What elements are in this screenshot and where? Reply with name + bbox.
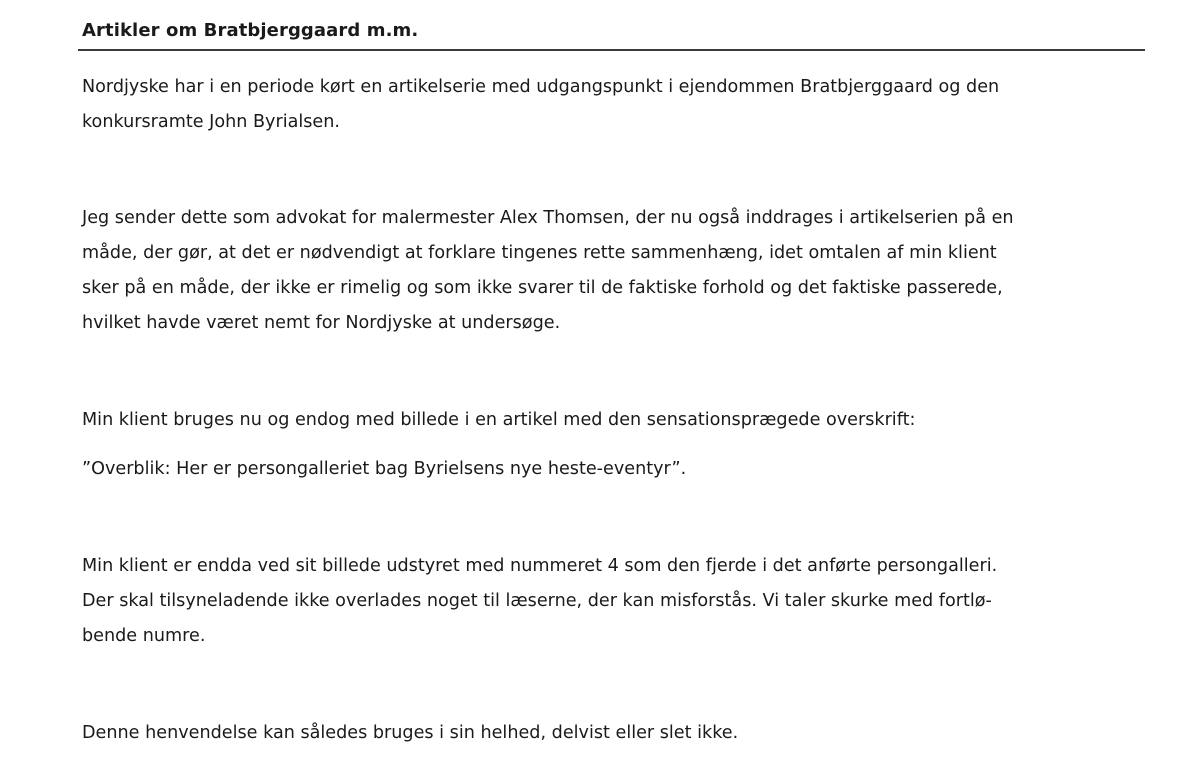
paragraph-closing [82, 716, 738, 751]
heading-divider [78, 49, 1145, 51]
text-line: Min klient bruges nu og endog med billede i en artikel med den sensationsprægede overskrift: [82, 410, 916, 430]
paragraph-intro [82, 70, 999, 140]
paragraph-advocate [82, 201, 1014, 341]
text-line: måde, der gør, at det er nødvendigt at forklare tingenes rette sammenhæng, idet omtalen af min klient [82, 243, 997, 263]
paragraph-numbering [82, 549, 997, 654]
text-line: Denne henvendelse kan således bruges i sin helhed, delvist eller slet ikke. [82, 723, 739, 743]
text-line: Der skal tilsyneladende ikke overlades noget til læserne, der kan misforstås. Vi taler skurke med fortlø- [82, 591, 992, 611]
text-line: sker på en måde, der ikke er rimelig og som ikke svarer til de faktiske forhold og det faktiske passerede, [82, 278, 1003, 298]
text-line: konkursramte John Byrialsen. [82, 112, 340, 132]
paragraph-client-image [82, 403, 915, 438]
paragraph-quote [82, 452, 686, 487]
quoted-headline: ”Overblik: Her er persongalleriet bag Byrielsens nye heste-eventyr”. [82, 459, 687, 479]
text-line: hvilket havde været nemt for Nordjyske at undersøge. [82, 313, 561, 333]
text-line: Nordjyske har i en periode kørt en artikelserie med udgangspunkt i ejendommen Bratbjerggaard og den [82, 77, 1000, 97]
text-line: Jeg sender dette som advokat for malermester Alex Thomsen, der nu også inddrages i artikelserien på en [82, 208, 1014, 228]
section-heading: Artikler om Bratbjerggaard m.m. [82, 20, 419, 41]
text-line: Min klient er endda ved sit billede udstyret med nummeret 4 som den fjerde i det anførte persongalleri. [82, 556, 998, 576]
text-line: bende numre. [82, 626, 206, 646]
